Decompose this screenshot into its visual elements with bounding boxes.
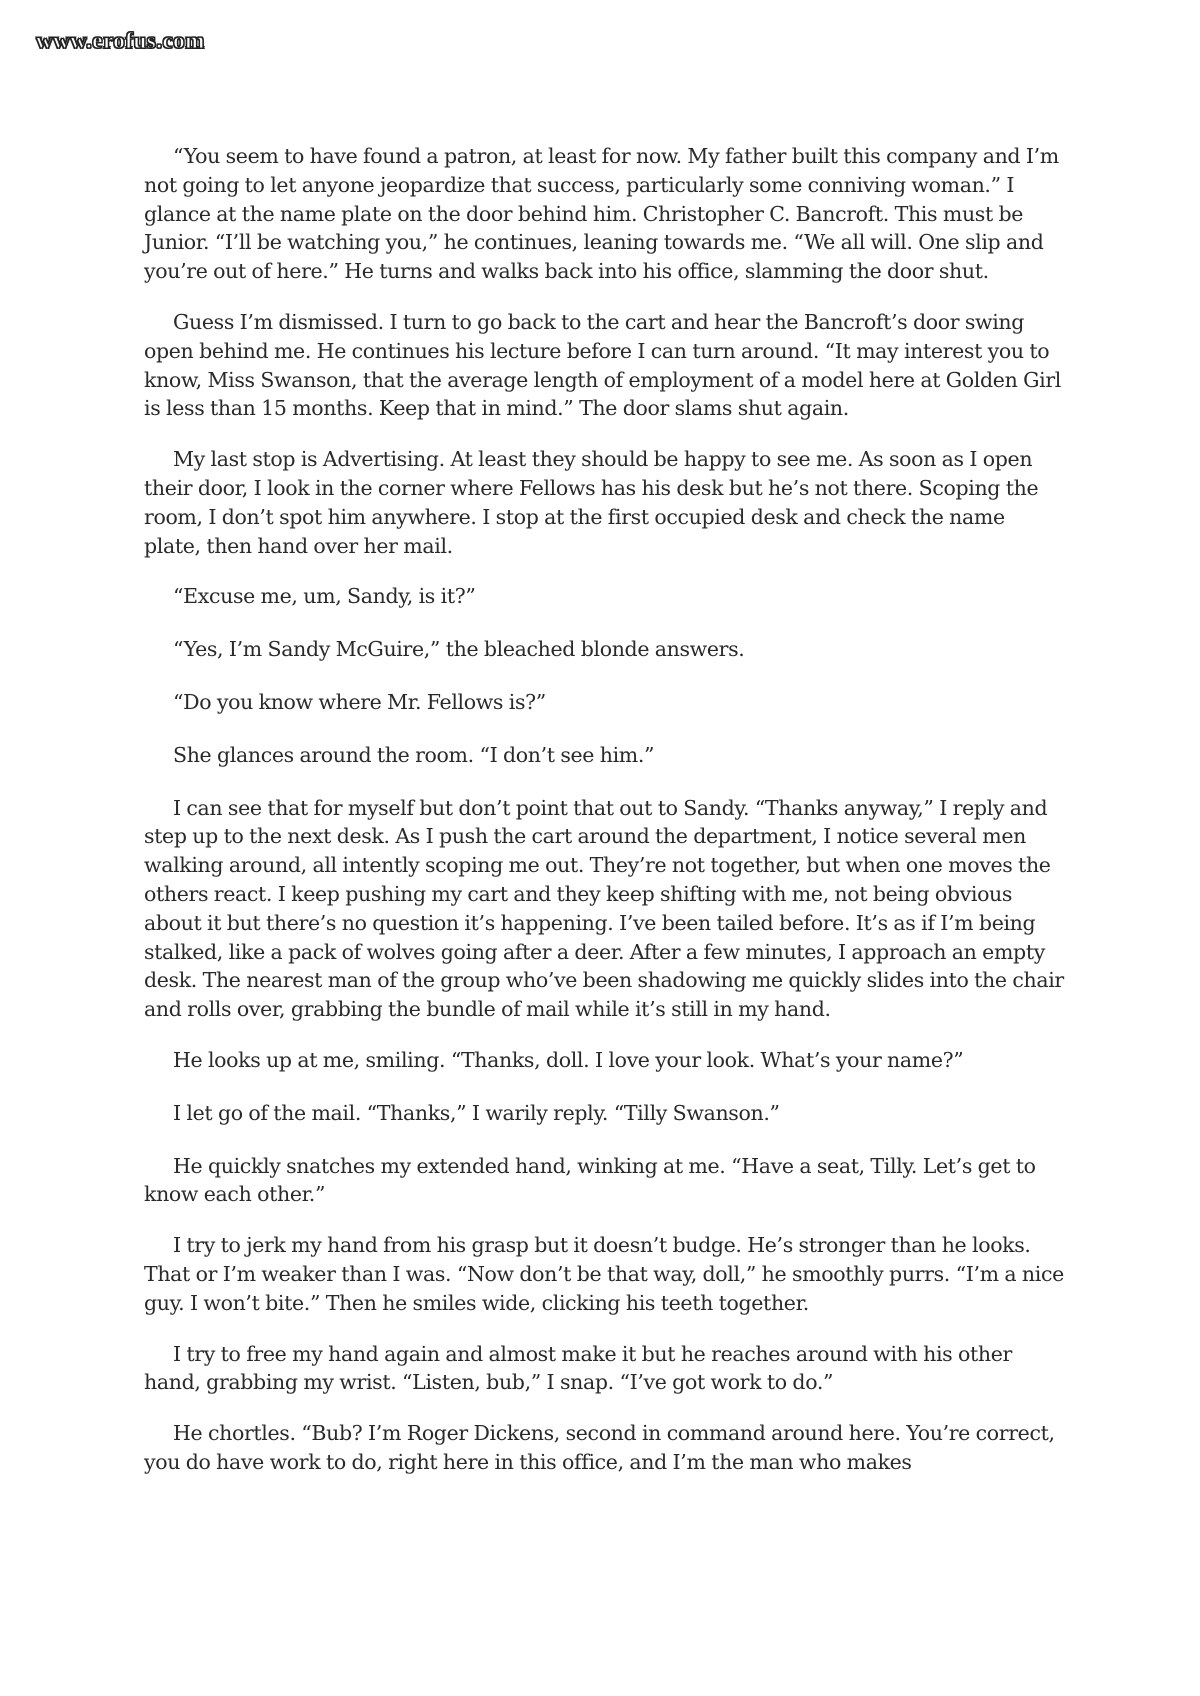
paragraph-5: “Yes, I’m Sandy McGuire,” the bleached blonde answers. xyxy=(173,637,745,662)
paragraph-7: She glances around the room. “I don’t see him.” xyxy=(173,742,655,767)
paragraph-2: Guess I’m dismissed. I turn to go back to the cart and hear the Bancroft’s door swing open behind me. He continues his lecture before I can turn around. “It may interest you to know, Miss Swanson, that the average length of employment of a model here at Golden Girl is less than 15 months. Keep that in mind.” The door slams shut again. xyxy=(144,309,1061,421)
paragraph-8: I can see that for myself but don’t point that out to Sandy. “Thanks anyway,” I reply and step up to the next desk. As I push the cart around the department, I notice several men walking around, all intently scoping me out. They’re not together, but when one moves the others react. I keep pushing my cart and they keep shifting with me, not being obvious about it but there’s no question it’s happening. I’ve been tailed before. It’s as if I’m being stalked, like a pack of wolves going after a deer. After a few minutes, I approach an empty desk. The nearest man of the group who’ve been shadowing me quickly slides into the chair and rolls over, grabbing the bundle of mail while it’s still in my hand. xyxy=(144,795,1064,1022)
paragraph-6: “Do you know where Mr. Fellows is?” xyxy=(173,689,546,714)
paragraph-4: “Excuse me, um, Sandy, is it?” xyxy=(173,584,476,609)
paragraph-13: I try to free my hand again and almost make it but he reaches around with his other hand, grabbing my wrist. “Listen, bub,” I snap. “I’ve got work to do.” xyxy=(144,1341,1012,1395)
page-body xyxy=(144,142,1064,1499)
paragraph-10: I let go of the mail. “Thanks,” I warily reply. “Tilly Swanson.” xyxy=(173,1100,780,1125)
paragraph-11: He quickly snatches my extended hand, winking at me. “Have a seat, Tilly. Let’s get to know each other.” xyxy=(144,1153,1036,1207)
paragraph-1: “You seem to have found a patron, at least for now. My father built this company and I’m not going to let anyone jeopardize that success, particularly some conniving woman.” I glance at the name plate on the door behind him. Christopher C. Bancroft. This must be Junior. “I’ll be watching you,” he continues, leaning towards me. “We all will. One slip and you’re out of here.” He turns and walks back into his office, slamming the door shut. xyxy=(144,144,1059,284)
paragraph-3: My last stop is Advertising. At least they should be happy to see me. As soon as I open their door, I look in the corner where Fellows has his desk but he’s not there. Scoping the room, I don’t spot him anywhere. I stop at the first occupied desk and check the name plate, then hand over her mail. xyxy=(144,447,1039,558)
paragraph-14: He chortles. “Bub? I’m Roger Dickens, second in command around here. You’re correct, you do have work to do, right here in this office, and I’m the man who makes xyxy=(144,1421,1055,1474)
paragraph-9: He looks up at me, smiling. “Thanks, doll. I love your look. What’s your name?” xyxy=(173,1047,964,1072)
watermark-logo: www.erofus.com xyxy=(36,28,205,53)
paragraph-12: I try to jerk my hand from his grasp but it doesn’t budge. He’s stronger than he looks. That or I’m weaker than I was. “Now don’t be that way, doll,” he smoothly purrs. “I’m a nice guy. I won’t bite.” Then he smiles wide, clicking his teeth together. xyxy=(144,1233,1064,1315)
